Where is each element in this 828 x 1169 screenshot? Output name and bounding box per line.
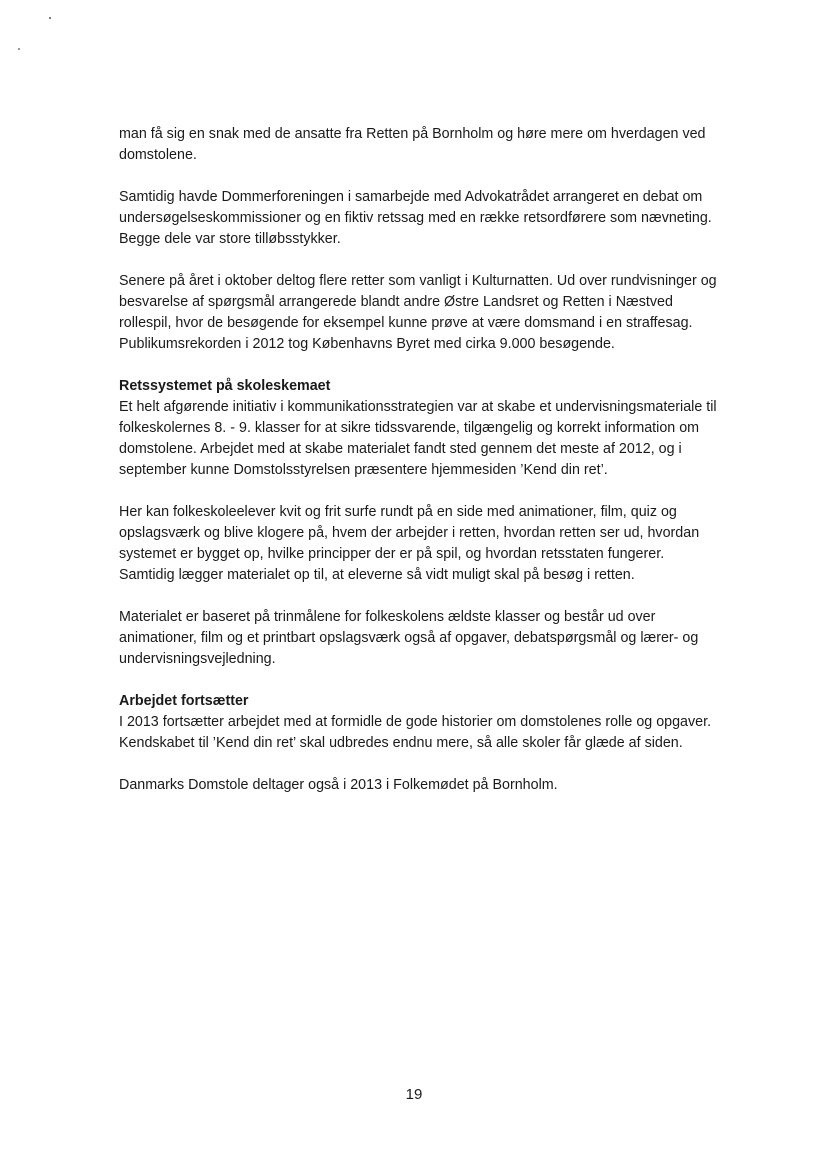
paragraph: Danmarks Domstole deltager også i 2013 i Folkemødet på Bornholm. (119, 777, 558, 793)
paragraph: Senere på året i oktober deltog flere retter som vanligt i Kulturnatten. Ud over rundvisninger og besvarelse af spørgsmål arrangerede blandt andre Østre Landsret og Retten i Næstved rollespil, hvor de besøgende for eksempel kunne prøve at være domsmand i en straffesag. Publikumsrekorden i 2012 tog Københavns Byret med cirka 9.000 besøgende. (119, 273, 717, 352)
paragraph: Samtidig havde Dommerforeningen i samarbejde med Advokatrådet arrangeret en debat om undersøgelseskommissioner og en fiktiv retssag med en række retsordførere som nævneting. Begge dele var store tilløbsstykker. (119, 189, 712, 247)
scan-speck (18, 48, 20, 50)
paragraph: Et helt afgørende initiativ i kommunikationsstrategien var at skabe et undervisningsmateriale til folkeskolernes 8. - 9. klasser for at sikre tidssvarende, tilgængelig og korrekt information om domstolene. Arbejdet med at skabe materialet fandt sted gennem det meste af 2012, og i september kunne Domstolsstyrelsen præsentere hjemmesiden ’Kend din ret’. (119, 399, 717, 478)
paragraph: Materialet er baseret på trinmålene for folkeskolens ældste klasser og består ud over animationer, film og et printbart opslagsværk også af opgaver, debatspørgsmål og lærer- og undervisningsvejledning. (119, 609, 699, 667)
paragraph: man få sig en snak med de ansatte fra Retten på Bornholm og høre mere om hverdagen ved domstolene. (119, 126, 706, 163)
page-number: 19 (405, 1086, 423, 1103)
scan-speck (49, 17, 51, 19)
section-heading: Arbejdet fortsætter (119, 693, 249, 709)
document-body (119, 124, 719, 796)
paragraph: I 2013 fortsætter arbejdet med at formidle de gode historier om domstolenes rolle og opgaver. Kendskabet til ’Kend din ret’ skal udbredes endnu mere, så alle skoler får glæde af siden. (119, 714, 712, 751)
section-heading: Retssystemet på skoleskemaet (119, 378, 331, 394)
paragraph: Her kan folkeskoleelever kvit og frit surfe rundt på en side med animationer, film, quiz og opslagsværk og blive klogere på, hvem der arbejder i retten, hvordan retten ser ud, hvordan systemet er bygget op, hvilke principper der er på spil, og hvordan retsstaten fungerer. Samtidig lægger materialet op til, at eleverne så vidt muligt skal på besøg i retten. (119, 504, 700, 583)
